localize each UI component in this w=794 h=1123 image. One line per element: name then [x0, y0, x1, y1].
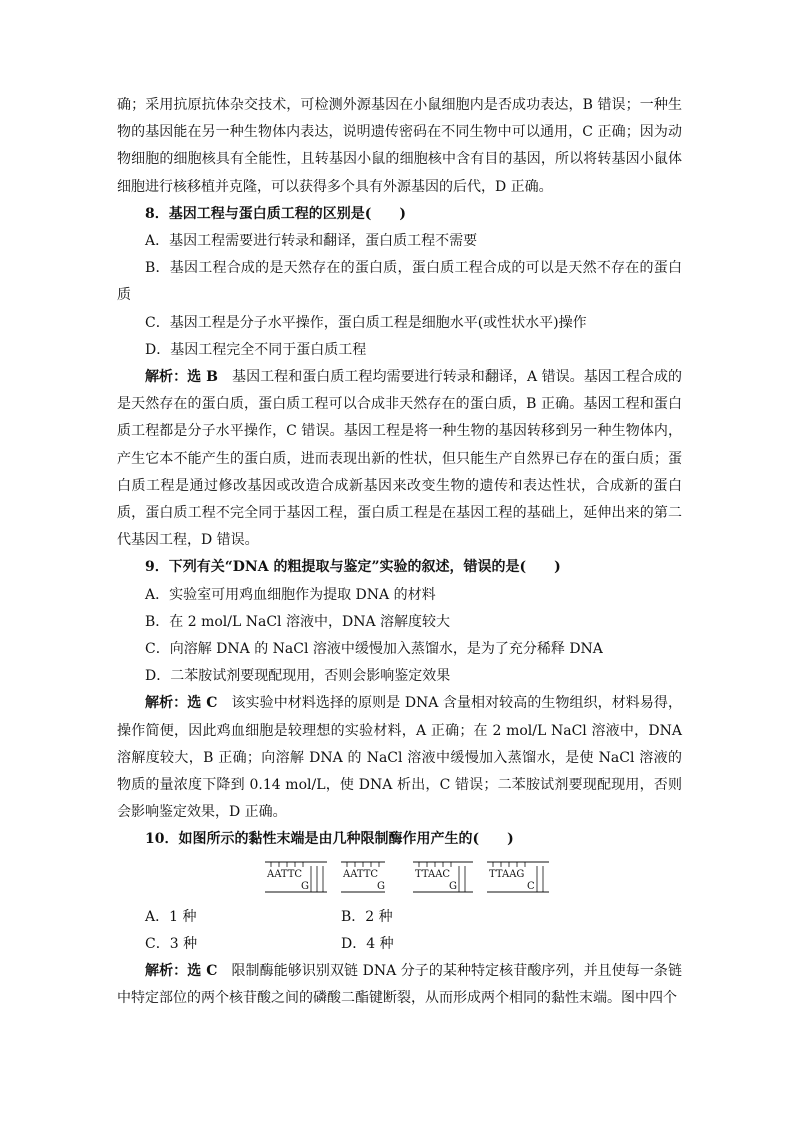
question-9-option-c: C．向溶解 DNA 的 NaCl 溶液中缓慢加入蒸馏水，是为了充分稀释 DNA [145, 641, 603, 658]
sticky-end-fragment-1 [265, 862, 327, 892]
question-10-choice-d: D．4 种 [341, 935, 394, 952]
question-10-analysis [117, 958, 682, 1012]
fragment-2-bottom: G [377, 880, 385, 892]
fragment-4-top: TTAAG [489, 868, 525, 880]
sticky-end-fragment-2 [341, 862, 385, 892]
question-9-analysis [117, 690, 682, 826]
intro-paragraph: 确；采用抗原抗体杂交技术，可检测外源基因在小鼠细胞内是否成功表达，B 错误；一种生物的基因能在另一种生物体内表达，说明遗传密码在不同生物中可以通用，C 正确；因为动物细胞的细胞核具有全能性，且转基因小鼠的细胞核中含有目的基因，所以将转基因小鼠体细胞进行核移植并克隆，可以获得多个具有外源基因的后代，D 正确。 [117, 97, 682, 195]
question-9-stem: 9．下列有关“DNA 的粗提取与鉴定”实验的叙述，错误的是( ) [145, 559, 561, 576]
sticky-ends-figure [117, 856, 682, 904]
question-10-choices [117, 904, 682, 958]
question-10-stem: 10．如图所示的黏性末端是由几种限制酶作用产生的( ) [145, 831, 514, 848]
fragment-3-top: TTAAC [415, 868, 451, 880]
fragment-1-bottom: G [301, 880, 309, 892]
analysis-text: 基因工程和蛋白质工程均需要进行转录和翻译，A 错误。基因工程合成的是天然存在的蛋白质，蛋白质工程可以合成非天然存在的蛋白质，B 正确。基因工程和蛋白质工程都是分子水平操作，C 错误。基因工程是将一种生物的基因转移到另一种生物体内，产生它本不能产生的蛋白质，进而表现出新的性状，但只能生产自然界已存在的蛋白质；蛋白质工程是通过修改基因或改造合成新基因来改变生物的遗传和表达性状，合成新的蛋白质，蛋白质工程不完全同于基因工程，蛋白质工程是在基因工程的基础上，延伸出来的第二代基因工程，D 错误。 [117, 369, 682, 549]
question-9-option-b: B．在 2 mol/L NaCl 溶液中，DNA 溶解度较大 [145, 613, 451, 630]
question-8-stem: 8．基因工程与蛋白质工程的区别是( ) [145, 205, 406, 222]
question-10-choice-c: C．3 种 [145, 935, 198, 952]
sticky-ends-diagram [265, 856, 565, 900]
question-8-option-a: A．基因工程需要进行转录和翻译，蛋白质工程不需要 [145, 233, 478, 250]
question-8-option-d: D．基因工程完全不同于蛋白质工程 [145, 341, 367, 358]
question-10-choice-a: A．1 种 [145, 908, 197, 925]
fragment-2-top: AATTC [343, 868, 379, 880]
sticky-end-fragment-4 [487, 862, 549, 892]
question-8-option-c: C．基因工程是分子水平操作，蛋白质工程是细胞水平(或性状水平)操作 [145, 314, 587, 331]
fragment-4-bottom: C [527, 880, 535, 892]
question-10-choice-b: B．2 种 [341, 908, 393, 925]
question-9-option-d: D．二苯胺试剂要现配现用，否则会影响鉴定效果 [145, 668, 451, 685]
analysis-text: 该实验中材料选择的原则是 DNA 含量相对较高的生物组织，材料易得，操作简便，因此鸡血细胞是较理想的实验材料，A 正确；在 2 mol/L NaCl 溶液中，DNA 溶解度较大，B 正确；向溶解 DNA 的 NaCl 溶液中缓慢加入蒸馏水，是使 NaCl 溶液的物质的量浓度下降到 0.14 mol/L，使 DNA 析出，C 错误；二苯胺试剂要现配现用，否则会影响鉴定效果，D 正确。 [117, 695, 682, 821]
fragment-3-bottom: G [449, 880, 457, 892]
question-8-analysis [117, 364, 682, 554]
analysis-label: 解析：选 C [145, 695, 218, 712]
analysis-label: 解析：选 C [145, 963, 218, 980]
question-8-option-b: B．基因工程合成的是天然存在的蛋白质，蛋白质工程合成的可以是天然不存在的蛋白质 [117, 260, 682, 304]
fragment-1-top: AATTC [267, 868, 303, 880]
question-9-option-a: A．实验室可用鸡血细胞作为提取 DNA 的材料 [145, 586, 436, 603]
analysis-text: 限制酶能够识别双链 DNA 分子的某种特定核苷酸序列，并且使每一条链中特定部位的两个核苷酸之间的磷酸二酯键断裂，从而形成两个相同的黏性末端。图中四个 [117, 963, 682, 1007]
document-page [117, 92, 682, 1013]
analysis-label: 解析：选 B [145, 369, 218, 386]
sticky-end-fragment-3 [413, 862, 473, 892]
